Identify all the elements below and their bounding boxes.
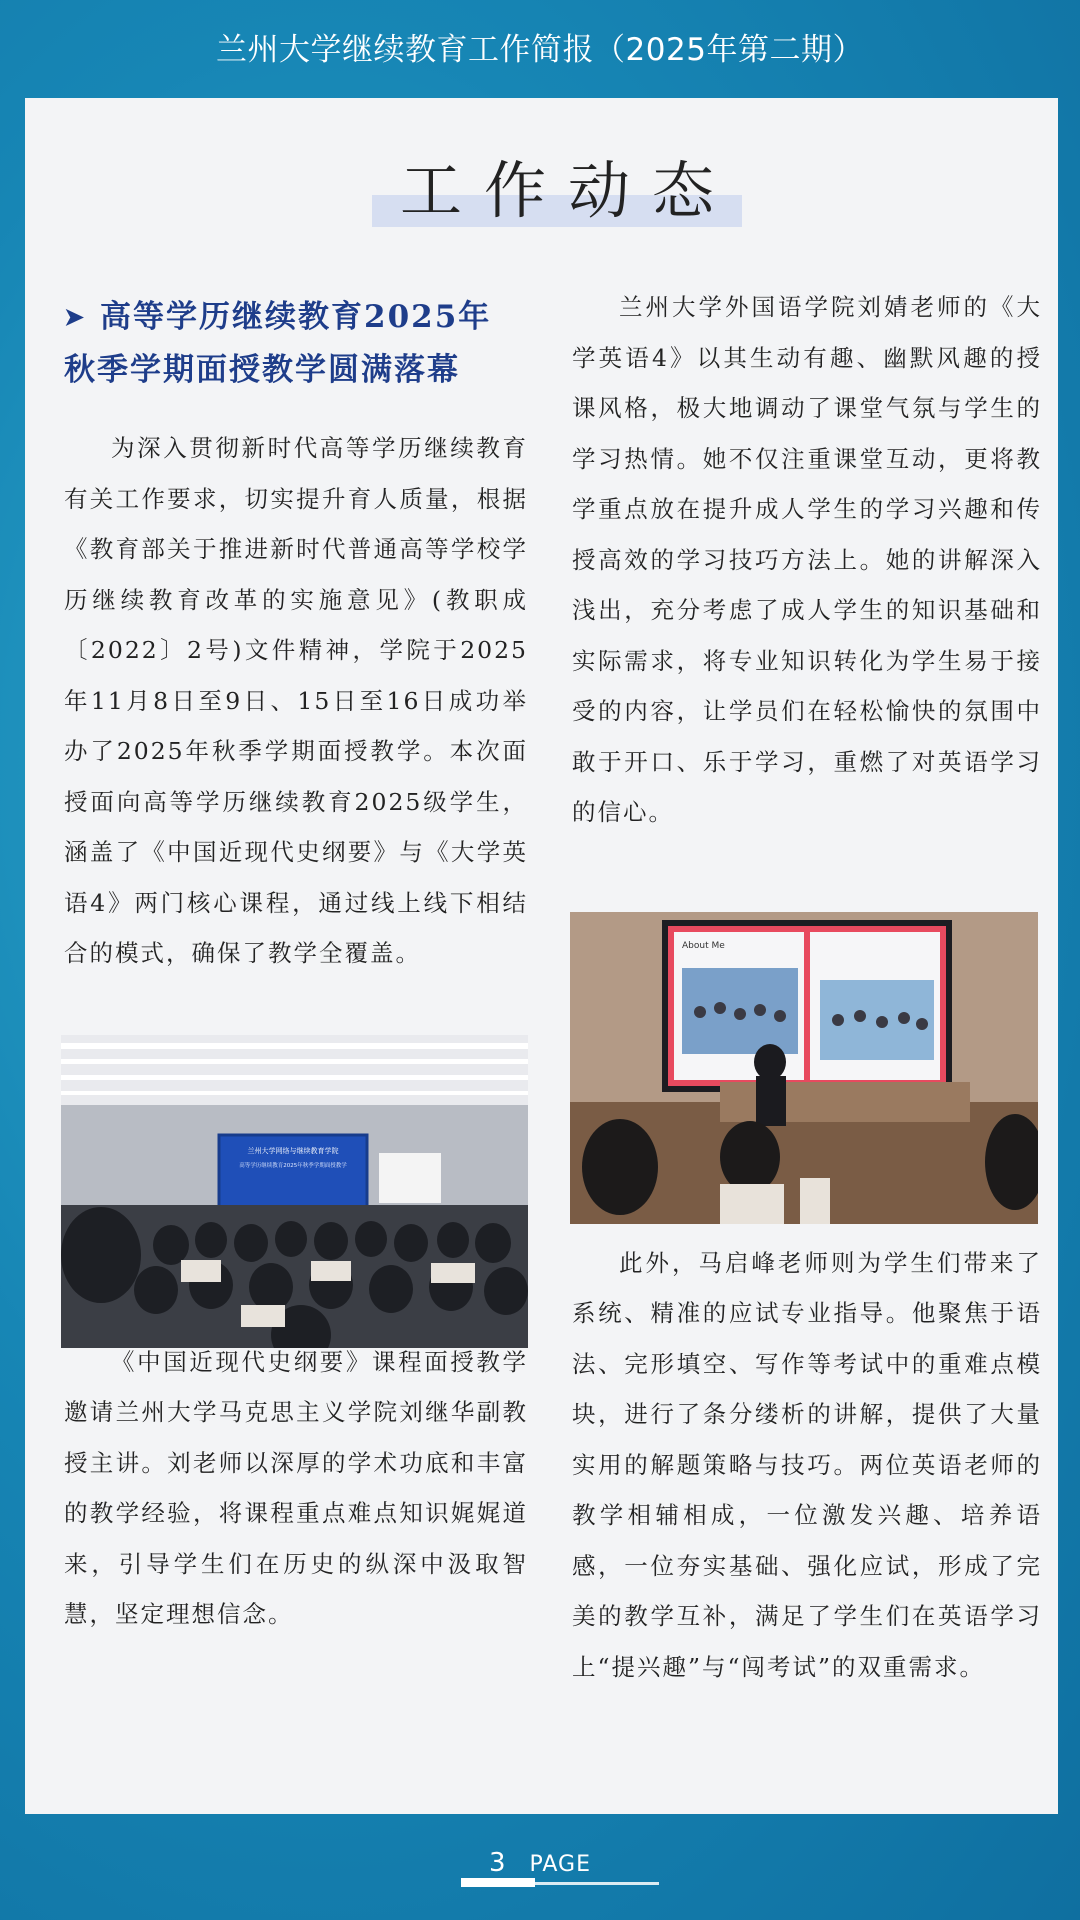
english-class-photo xyxy=(570,912,1038,1224)
footer-underline-accent xyxy=(461,1878,535,1887)
page-label: PAGE xyxy=(529,1852,592,1877)
photo1-screen-text-1: 兰州大学网络与继续教育学院 xyxy=(247,1147,339,1155)
lecture-hall-photo xyxy=(61,1035,528,1348)
article-headline xyxy=(64,290,528,397)
right-paragraph-1: 兰州大学外国语学院刘婧老师的《大学英语4》以其生动有趣、幽默风趣的授课风格，极大地调动了课堂气氛与学生的学习热情。她不仅注重课堂互动，更将教学重点放在提升成人学生的学习兴趣和传授高效的学习技巧方法上。她的讲解深入浅出，充分考虑了成人学生的知识基础和实际需求，将专业知识转化为学生易于接受的内容，让学员们在轻松愉快的氛围中敢于开口、乐于学习，重燃了对英语学习的信心。 xyxy=(572,293,1042,826)
left-column xyxy=(64,290,528,1640)
photo1-screen-text-2: 高等学历继续教育2025年秋季学期面授教学 xyxy=(239,1163,347,1169)
headline-line1: 高等学历继续教育2025年 xyxy=(100,299,492,335)
page-footer xyxy=(0,1848,1080,1878)
left-paragraph-1: 为深入贯彻新时代高等学历继续教育有关工作要求，切实提升育人质量，根据《教育部关于推进新时代普通高等学校学历继续教育改革的实施意见》(教职成〔2022〕2号)文件精神，学院于2025年11月8日至9日、15日至16日成功举办了2025年秋季学期面授教学。本次面授面向高等学历继续教育2025级学生，涵盖了《中国近现代史纲要》与《大学英语4》两门核心课程，通过线上线下相结合的模式，确保了教学全覆盖。 xyxy=(64,434,528,967)
right-paragraph-2: 此外，马启峰老师则为学生们带来了系统、精准的应试专业指导。他聚焦于语法、完形填空、写作等考试中的重难点模块，进行了条分缕析的讲解，提供了大量实用的解题策略与技巧。两位英语老师的教学相辅相成，一位激发兴趣、培养语感，一位夯实基础、强化应试，形成了完美的教学互补，满足了学生们在英语学习上“提兴趣”与“闯考试”的双重需求。 xyxy=(572,1248,1042,1681)
arrow-bullet-icon: ➤ xyxy=(64,302,87,331)
headline-line2: 秋季学期面授教学圆满落幕 xyxy=(64,352,460,388)
left-paragraph-2: 《中国近现代史纲要》课程面授教学邀请兰州大学马克思主义学院刘继华副教授主讲。刘老师以深厚的学术功底和丰富的教学经验，将课程重点难点知识娓娓道来，引导学生们在历史的纵深中汲取智慧，坚定理想信念。 xyxy=(64,1347,528,1628)
banner-title: 兰州大学继续教育工作简报（2025年第二期） xyxy=(216,31,864,68)
page-number: 3 xyxy=(488,1848,506,1878)
photo2-slide-title: About Me xyxy=(682,941,725,951)
section-title-block xyxy=(372,155,742,227)
section-title: 工作动态 xyxy=(399,154,736,227)
